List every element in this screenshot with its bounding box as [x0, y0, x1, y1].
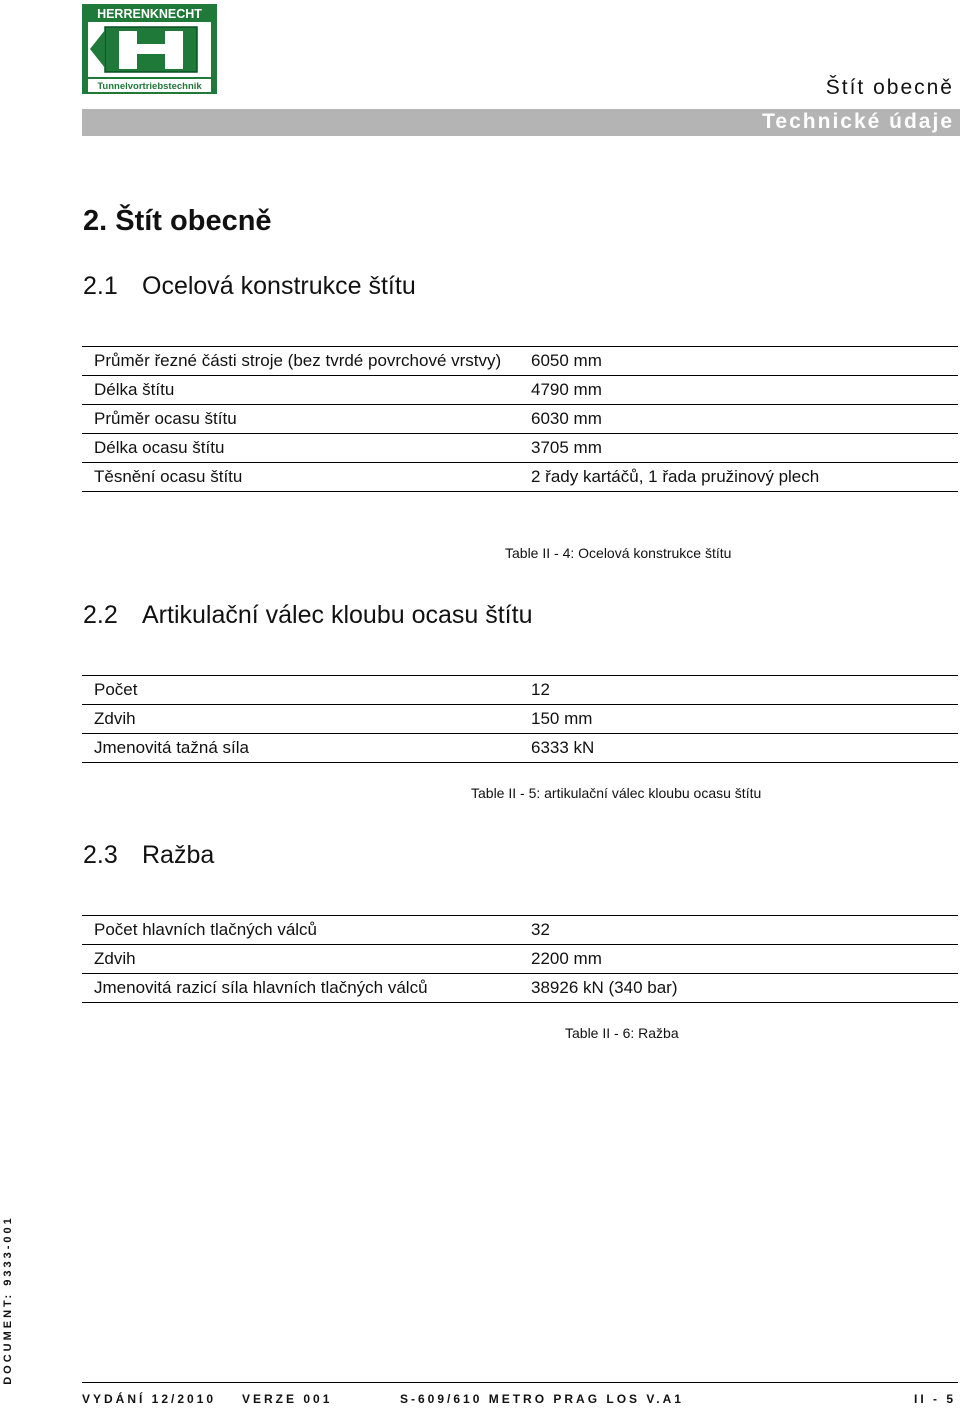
row-label: Zdvih [82, 945, 520, 974]
spec-table-articulation-cylinder [82, 675, 958, 763]
logo-tagline-text: Tunnelvortriebstechnik [97, 81, 202, 92]
table-row [82, 347, 958, 376]
row-value: 4790 mm [520, 376, 958, 405]
footer-version: VERZE 001 [242, 1392, 333, 1406]
footer-project: S-609/610 METRO PRAG LOS V.A1 [400, 1392, 684, 1406]
table-caption: Table II - 5: artikulační válec kloubu ocasu štítu [471, 785, 762, 801]
chapter-number: 2. [83, 205, 108, 237]
table-row [82, 405, 958, 434]
row-value: 3705 mm [520, 434, 958, 463]
herrenknecht-logo [82, 4, 217, 94]
logo-h-crossbar [137, 44, 165, 54]
footer-page-number: II - 5 [913, 1392, 956, 1406]
logo-brand-text: HERRENKNECHT [97, 7, 202, 21]
row-value: 6333 kN [520, 734, 958, 763]
header-subtitle: Technické údaje [762, 110, 954, 133]
row-label: Délka ocasu štítu [82, 434, 520, 463]
logo-h-right-stem [165, 31, 183, 69]
row-value: 6030 mm [520, 405, 958, 434]
row-label: Délka štítu [82, 376, 520, 405]
table-row [82, 916, 958, 945]
table-row [82, 676, 958, 705]
table-row [82, 376, 958, 405]
footer-issue: VYDÁNÍ 12/2010 [82, 1392, 217, 1406]
table-row [82, 705, 958, 734]
section-heading-2-1 [83, 272, 416, 301]
row-label: Těsnění ocasu štítu [82, 463, 520, 492]
table-row [82, 434, 958, 463]
section-title: Artikulační válec kloubu ocasu štítu [142, 601, 533, 629]
row-label: Jmenovitá razicí síla hlavních tlačných válců [82, 974, 520, 1003]
section-title: Ocelová konstrukce štítu [142, 272, 416, 300]
row-label: Průměr ocasu štítu [82, 405, 520, 434]
section-heading-2-3 [83, 841, 214, 870]
section-number: 2.3 [83, 841, 118, 869]
row-value: 2 řady kartáčů, 1 řada pružinový plech [520, 463, 958, 492]
row-label: Zdvih [82, 705, 520, 734]
chapter-title: Štít obecně [115, 205, 272, 237]
footer-divider [82, 1382, 958, 1383]
row-value: 12 [520, 676, 958, 705]
row-value: 32 [520, 916, 958, 945]
table-row [82, 945, 958, 974]
row-value: 38926 kN (340 bar) [520, 974, 958, 1003]
logo-h-left-stem [119, 31, 137, 69]
table-caption: Table II - 6: Ražba [565, 1025, 679, 1041]
row-value: 2200 mm [520, 945, 958, 974]
spec-table-excavation [82, 915, 958, 1003]
row-label: Průměr řezné části stroje (bez tvrdé povrchové vrstvy) [82, 347, 520, 376]
section-heading-2-2 [83, 601, 532, 630]
section-title: Ražba [142, 841, 215, 869]
row-label: Jmenovitá tažná síla [82, 734, 520, 763]
chapter-heading [83, 205, 272, 238]
spec-table-steel-structure [82, 346, 958, 492]
table-row [82, 974, 958, 1003]
row-value: 150 mm [520, 705, 958, 734]
row-value: 6050 mm [520, 347, 958, 376]
table-row [82, 734, 958, 763]
section-number: 2.2 [83, 601, 118, 629]
table-caption: Table II - 4: Ocelová konstrukce štítu [505, 545, 732, 561]
row-label: Počet hlavních tlačných válců [82, 916, 520, 945]
table-row [82, 463, 958, 492]
header-title: Štít obecně [825, 76, 954, 99]
row-label: Počet [82, 676, 520, 705]
section-number: 2.1 [83, 272, 118, 300]
document-number-side-label: DOCUMENT: 9333-001 [2, 1215, 14, 1385]
